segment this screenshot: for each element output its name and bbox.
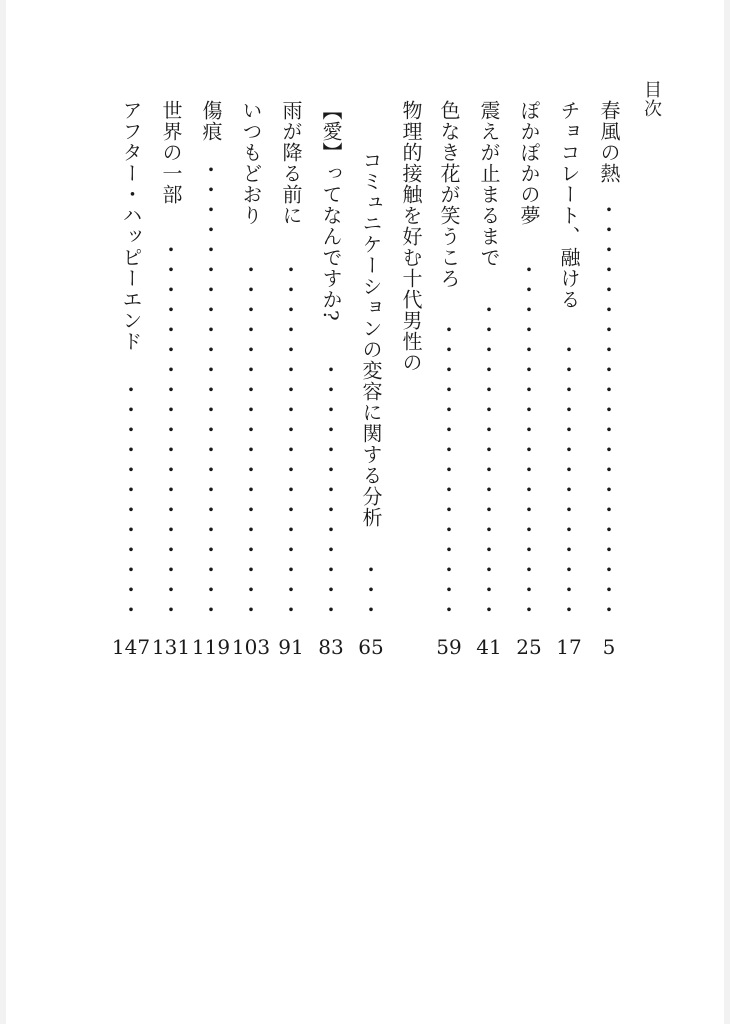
toc-entry[interactable] [396,100,426,660]
toc-page-number: 103 [231,635,271,659]
toc-page-number: 91 [278,635,304,659]
toc-page-number: 65 [358,635,384,659]
toc-entry-title: 傷痕 [199,100,223,142]
toc-page-number: 147 [111,635,151,659]
toc-entry[interactable] [276,100,306,660]
dot-leader: ・ ・ ・ ・ ・ ・ ・ ・ ・ ・ ・ ・ ・ ・ ・ ・ ・ ・ ・ ・ ・ [599,198,619,622]
dot-leader: ・ ・ ・ ・ ・ ・ ・ ・ ・ ・ ・ ・ ・ ・ ・ ・ ・ ・ [281,258,301,622]
dot-leader: ・ ・ ・ [361,558,381,622]
toc-page-number: 41 [476,635,502,659]
toc-page-number: 83 [318,635,344,659]
toc-entry[interactable] [151,100,191,660]
toc-entry-continuation[interactable] [356,100,386,660]
toc-entry[interactable] [191,100,231,660]
toc-page-number: 25 [516,635,542,659]
book-page [6,0,724,1024]
toc-page-number: 131 [151,635,191,659]
toc-entry[interactable] [316,100,346,660]
dot-leader: ・ ・ ・ ・ ・ ・ ・ ・ ・ ・ ・ ・ ・ ・ ・ [439,318,459,622]
toc-page-number: 5 [602,635,616,659]
toc-entry[interactable] [594,100,624,660]
toc-entry-title: 物理的接触を好む十代男性の [399,100,423,373]
toc-entry-title: 世界の一部 [159,100,183,205]
toc-entry-title: 【愛】ってなんですか? [319,100,343,322]
dot-leader: ・ ・ ・ ・ ・ ・ ・ ・ ・ ・ ・ ・ ・ [321,358,341,622]
toc-entry-title: アフター・ハッピーエンド [119,100,143,352]
toc-entry-title: 色なき花が笑うころ [437,100,461,289]
toc-entry[interactable] [231,100,271,660]
dot-leader: ・ ・ ・ ・ ・ ・ ・ ・ ・ ・ ・ ・ ・ ・ ・ ・ ・ ・ [241,258,261,622]
toc-entry-title: 雨が降る前に [279,100,303,226]
dot-leader: ・ ・ ・ ・ ・ ・ ・ ・ ・ ・ ・ ・ [121,378,141,622]
dot-leader: ・ ・ ・ ・ ・ ・ ・ ・ ・ ・ ・ ・ ・ ・ ・ ・ ・ ・ ・ ・ ・ ・ ・ [201,158,221,622]
dot-leader: ・ ・ ・ ・ ・ ・ ・ ・ ・ ・ ・ ・ ・ ・ [559,338,579,622]
toc-entry[interactable] [554,100,584,660]
toc-page-number: 59 [436,635,462,659]
toc-page-number: 17 [556,635,582,659]
toc-entry[interactable] [474,100,504,660]
dot-leader: ・ ・ ・ ・ ・ ・ ・ ・ ・ ・ ・ ・ ・ ・ ・ ・ ・ ・ ・ [161,238,181,622]
dot-leader: ・ ・ ・ ・ ・ ・ ・ ・ ・ ・ ・ ・ ・ ・ ・ ・ ・ ・ [519,258,539,622]
toc-page-number: 119 [191,635,231,659]
toc-entry-title: ぽかぽかの夢 [517,100,541,226]
dot-leader: ・ ・ ・ ・ ・ ・ ・ ・ ・ ・ ・ ・ ・ ・ ・ ・ [479,298,499,622]
toc-entry[interactable] [111,100,151,660]
toc-entry-title-line2: コミュニケーションの変容に関する分析 [359,150,383,528]
toc-heading: 目次 [641,80,662,118]
toc-entry[interactable] [514,100,544,660]
toc-entry-title: 震えが止まるまで [477,100,501,268]
toc-entry[interactable] [434,100,464,660]
toc-entry-title: チョコレート、融ける [557,100,581,310]
toc-entry-title: いつもどおり [239,100,263,226]
toc-entry-title: 春風の熱 [597,100,621,184]
